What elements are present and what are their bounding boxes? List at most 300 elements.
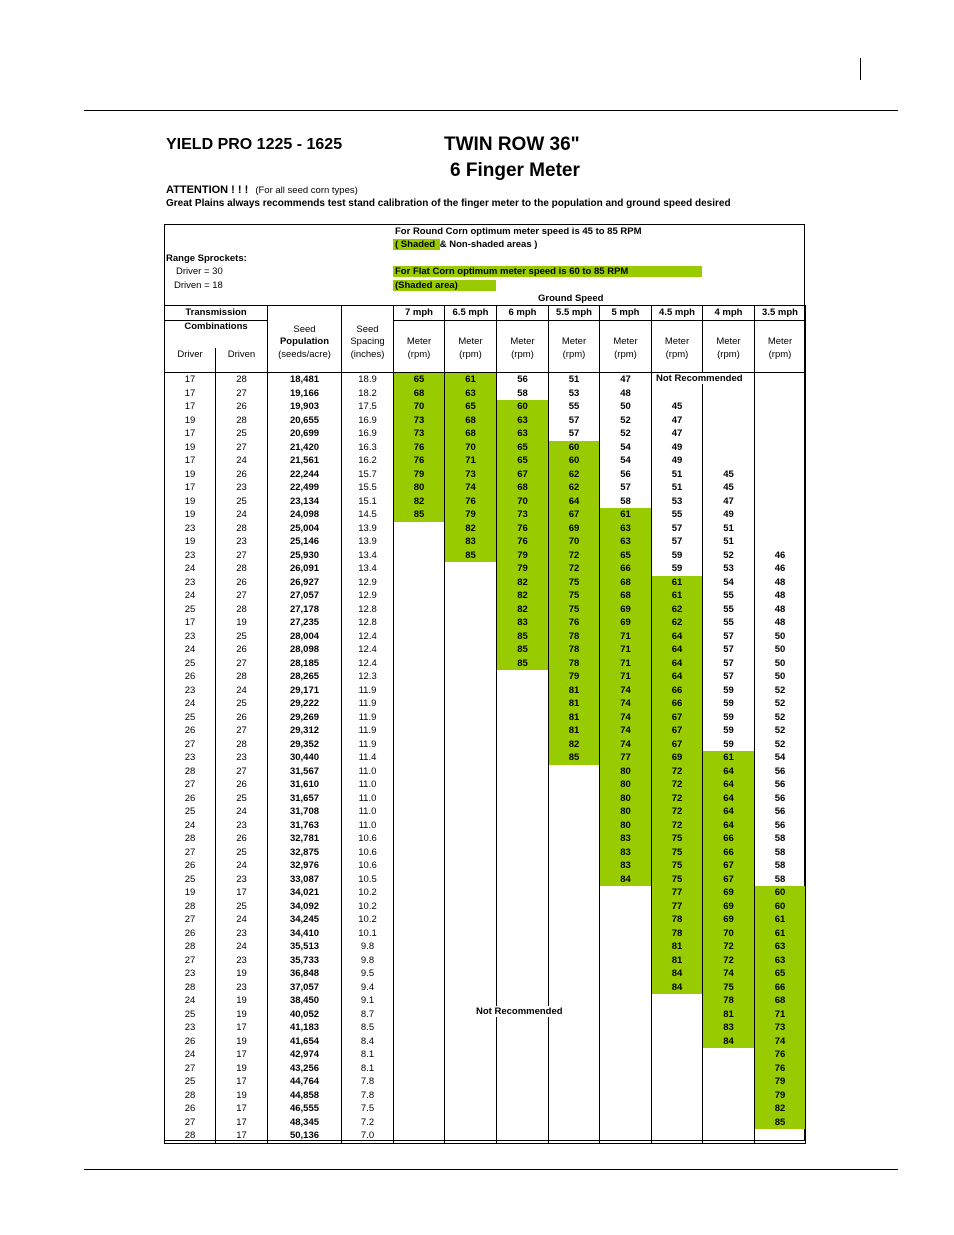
non-shaded-label: & Non-shaded areas ) — [439, 239, 538, 250]
driven-cell: 19 — [216, 1035, 268, 1049]
meter-rpm-cell: 50 — [755, 630, 806, 644]
meter-rpm-cell — [497, 792, 549, 806]
meter-rpm-cell: 57 — [549, 427, 600, 441]
meter-rpm-cell: 58 — [755, 832, 806, 846]
meter-rpm-cell: 62 — [549, 468, 600, 482]
meter-rpm-cell — [600, 981, 652, 995]
meter-rpm-cell: 59 — [703, 697, 755, 711]
meter-rpm-cell: 70 — [497, 495, 549, 509]
spacing-cell: 10.5 — [342, 873, 394, 887]
meter-rpm-cell — [394, 819, 445, 833]
meter-rpm-cell: 70 — [549, 535, 600, 549]
meter-rpm-cell: 54 — [600, 441, 652, 455]
meter-rpm-cell: 65 — [394, 373, 445, 387]
meter-rpm-cell — [445, 1021, 497, 1035]
spacing-cell: 11.9 — [342, 697, 394, 711]
meter-rpm-cell: 81 — [652, 940, 703, 954]
meter-rpm-cell — [445, 954, 497, 968]
meter-rpm-cell: 74 — [600, 697, 652, 711]
meter-rpm-cell: 73 — [394, 427, 445, 441]
meter-rpm-cell: 56 — [755, 805, 806, 819]
meter-rpm-cell: 72 — [703, 954, 755, 968]
header-row-units — [165, 348, 806, 362]
population-cell: 44,764 — [268, 1075, 342, 1089]
driven-cell: 26 — [216, 643, 268, 657]
meter-rpm-cell: 63 — [600, 522, 652, 536]
population-cell: 29,171 — [268, 684, 342, 698]
driven-cell: 23 — [216, 981, 268, 995]
meter-rpm-cell — [394, 981, 445, 995]
meter-rpm-cell: 62 — [652, 616, 703, 630]
spacing-cell: 9.1 — [342, 994, 394, 1008]
meter-rpm-cell — [549, 859, 600, 873]
meter-rpm-cell — [703, 414, 755, 428]
meter-rpm-cell: 56 — [497, 373, 549, 387]
driven-cell: 23 — [216, 819, 268, 833]
population-cell: 35,733 — [268, 954, 342, 968]
meter-rpm-cell: 56 — [755, 778, 806, 792]
meter-rpm-cell: 49 — [652, 454, 703, 468]
meter-rpm-cell: 70 — [394, 400, 445, 414]
spacing-cell: 8.4 — [342, 1035, 394, 1049]
rpm-header: (rpm) — [394, 348, 445, 362]
meter-rpm-cell — [497, 859, 549, 873]
meter-rpm-cell: 64 — [652, 630, 703, 644]
meter-rpm-cell — [497, 940, 549, 954]
meter-rpm-cell — [549, 1021, 600, 1035]
meter-rpm-cell — [703, 1129, 755, 1143]
population-cell: 25,930 — [268, 549, 342, 563]
driver-cell: 19 — [165, 535, 216, 549]
meter-rpm-cell: 55 — [703, 589, 755, 603]
meter-rpm-cell — [549, 1102, 600, 1116]
meter-rpm-cell — [652, 1021, 703, 1035]
meter-rpm-cell — [394, 1048, 445, 1062]
meter-rpm-cell — [394, 697, 445, 711]
transmission-header: Transmission — [165, 306, 268, 321]
meter-rpm-cell: 72 — [549, 549, 600, 563]
speed-header: 4 mph — [703, 306, 755, 321]
spacing-cell: 12.8 — [342, 603, 394, 617]
meter-rpm-cell — [755, 454, 806, 468]
driven-cell: 23 — [216, 481, 268, 495]
spacing-cell: 11.9 — [342, 724, 394, 738]
meter-rpm-cell — [445, 576, 497, 590]
driver-cell: 25 — [165, 657, 216, 671]
spacing-cell: 12.4 — [342, 630, 394, 644]
meter-rpm-cell — [394, 562, 445, 576]
meter-rpm-cell — [394, 576, 445, 590]
meter-rpm-cell: 85 — [445, 549, 497, 563]
spacing-cell: 12.8 — [342, 616, 394, 630]
meter-rpm-cell: 74 — [600, 711, 652, 725]
meter-rpm-cell: 84 — [652, 981, 703, 995]
population-cell: 28,098 — [268, 643, 342, 657]
population-cell: 36,848 — [268, 967, 342, 981]
meter-rpm-cell — [394, 1075, 445, 1089]
driven-cell: 17 — [216, 1021, 268, 1035]
rpm-header: (rpm) — [755, 348, 806, 362]
meter-rpm-cell: 62 — [652, 603, 703, 617]
model-title: YIELD PRO 1225 - 1625 — [166, 136, 343, 153]
driver-cell: 25 — [165, 1008, 216, 1022]
spacing-cell: 15.1 — [342, 495, 394, 509]
meter-rpm-cell: 80 — [394, 481, 445, 495]
driven-cell: 26 — [216, 400, 268, 414]
driver-cell: 23 — [165, 684, 216, 698]
meter-rpm-cell: 81 — [549, 697, 600, 711]
meter-rpm-cell — [394, 1102, 445, 1116]
population-cell: 23,134 — [268, 495, 342, 509]
spacing-cell: 11.4 — [342, 751, 394, 765]
meter-rpm-cell: 85 — [497, 630, 549, 644]
spacing-cell: 14.5 — [342, 508, 394, 522]
meter-rpm-cell — [445, 900, 497, 914]
meter-rpm-cell: 74 — [703, 967, 755, 981]
meter-rpm-cell — [394, 1116, 445, 1130]
meter-rpm-cell — [497, 711, 549, 725]
meter-rpm-cell — [703, 454, 755, 468]
population-cell: 28,265 — [268, 670, 342, 684]
spacing-cell: 13.4 — [342, 549, 394, 563]
driven-cell: 19 — [216, 1062, 268, 1076]
meter-rpm-cell — [755, 387, 806, 401]
meter-rpm-cell: 52 — [703, 549, 755, 563]
population-cell: 35,513 — [268, 940, 342, 954]
meter-rpm-cell: 66 — [703, 832, 755, 846]
population-cell: 24,098 — [268, 508, 342, 522]
population-cell: 26,091 — [268, 562, 342, 576]
meter-rpm-cell — [445, 765, 497, 779]
meter-rpm-cell: 61 — [755, 913, 806, 927]
spacing-cell: 17.5 — [342, 400, 394, 414]
meter-rpm-cell: 59 — [703, 724, 755, 738]
meter-rpm-cell — [497, 738, 549, 752]
meter-rpm-cell: 75 — [549, 576, 600, 590]
spacing-cell: 7.8 — [342, 1075, 394, 1089]
chart-title — [444, 132, 580, 184]
meter-rpm-cell — [600, 1008, 652, 1022]
meter-rpm-cell: 64 — [703, 778, 755, 792]
meter-rpm-cell: 59 — [652, 562, 703, 576]
population-cell: 43,256 — [268, 1062, 342, 1076]
table-row — [165, 805, 806, 819]
attention-label: ATTENTION ! ! ! — [166, 184, 249, 196]
meter-rpm-cell: 85 — [394, 508, 445, 522]
meter-rpm-cell: 76 — [755, 1062, 806, 1076]
flat-corn-note: For Flat Corn optimum meter speed is 60 to 85 RPM — [393, 266, 702, 277]
meter-rpm-cell: 74 — [755, 1035, 806, 1049]
meter-rpm-cell — [549, 873, 600, 887]
table-row — [165, 589, 806, 603]
table-row — [165, 859, 806, 873]
meter-rpm-cell — [445, 846, 497, 860]
meter-rpm-cell: 83 — [600, 859, 652, 873]
spacing-cell: 10.2 — [342, 900, 394, 914]
meter-rpm-cell — [600, 967, 652, 981]
meter-rpm-cell: 67 — [652, 724, 703, 738]
driven-cell: 24 — [216, 805, 268, 819]
meter-rpm-cell — [600, 900, 652, 914]
meter-rpm-cell — [549, 886, 600, 900]
meter-rpm-cell — [445, 1116, 497, 1130]
meter-rpm-cell: 50 — [755, 643, 806, 657]
meter-rpm-cell: 64 — [703, 792, 755, 806]
driven-cell: 17 — [216, 1075, 268, 1089]
meter-rpm-cell: 74 — [445, 481, 497, 495]
meter-rpm-cell: 48 — [755, 616, 806, 630]
meter-rpm-cell — [549, 846, 600, 860]
not-recommended-bottom: Not Recommended — [476, 1006, 563, 1017]
meter-rpm-cell — [445, 927, 497, 941]
driven-cell: 28 — [216, 522, 268, 536]
meter-rpm-cell: 60 — [549, 454, 600, 468]
meter-rpm-cell — [394, 549, 445, 563]
population-cell: 31,610 — [268, 778, 342, 792]
meter-rpm-cell: 77 — [600, 751, 652, 765]
meter-rpm-cell: 64 — [549, 495, 600, 509]
spacing-cell: 9.8 — [342, 954, 394, 968]
spacing-cell: 12.9 — [342, 589, 394, 603]
driver-cell: 28 — [165, 940, 216, 954]
table-row — [165, 819, 806, 833]
meter-rpm-cell — [394, 954, 445, 968]
meter-rpm-cell: 83 — [600, 832, 652, 846]
meter-rpm-cell: 75 — [652, 832, 703, 846]
meter-rpm-cell — [600, 994, 652, 1008]
meter-rpm-cell — [652, 1062, 703, 1076]
meter-rpm-cell — [497, 805, 549, 819]
meter-rpm-cell — [497, 927, 549, 941]
driver-cell: 24 — [165, 562, 216, 576]
meter-rpm-cell: 49 — [652, 441, 703, 455]
meter-rpm-cell: 57 — [703, 670, 755, 684]
meter-rpm-cell: 60 — [755, 900, 806, 914]
meter-rpm-cell: 82 — [755, 1102, 806, 1116]
meter-rpm-cell — [445, 670, 497, 684]
meter-rpm-cell: 61 — [703, 751, 755, 765]
driven-cell: 26 — [216, 778, 268, 792]
driver-cell: 17 — [165, 400, 216, 414]
meter-rpm-cell: 64 — [703, 805, 755, 819]
meter-header: Meter — [703, 321, 755, 348]
meter-rpm-cell: 64 — [652, 670, 703, 684]
driver-cell: 24 — [165, 697, 216, 711]
driver-cell: 19 — [165, 495, 216, 509]
driven-cell: 23 — [216, 927, 268, 941]
table-row — [165, 873, 806, 887]
table-row — [165, 441, 806, 455]
meter-rpm-cell: 47 — [600, 373, 652, 387]
driven-cell: 17 — [216, 1048, 268, 1062]
meter-rpm-cell — [497, 819, 549, 833]
meter-rpm-cell: 64 — [703, 819, 755, 833]
spacing-cell: 10.1 — [342, 927, 394, 941]
meter-rpm-cell — [394, 805, 445, 819]
population-cell: 21,561 — [268, 454, 342, 468]
meter-rpm-cell — [497, 1035, 549, 1049]
table-row — [165, 954, 806, 968]
table-row — [165, 468, 806, 482]
spacing-cell: 13.9 — [342, 522, 394, 536]
driven-cell: 23 — [216, 954, 268, 968]
population-cell: 34,092 — [268, 900, 342, 914]
meter-rpm-cell — [394, 643, 445, 657]
population-cell: 41,183 — [268, 1021, 342, 1035]
meter-rpm-cell — [755, 414, 806, 428]
meter-rpm-cell: 64 — [703, 765, 755, 779]
meter-rpm-cell: 83 — [703, 1021, 755, 1035]
seed-spacing-label-2: Spacing — [350, 335, 385, 347]
spacing-cell: 9.5 — [342, 967, 394, 981]
meter-rpm-cell: 52 — [600, 427, 652, 441]
meter-rpm-cell: 69 — [703, 886, 755, 900]
population-cell: 29,222 — [268, 697, 342, 711]
meter-header: Meter — [497, 321, 549, 348]
driver-cell: 24 — [165, 589, 216, 603]
meter-rpm-cell — [394, 967, 445, 981]
population-cell: 27,057 — [268, 589, 342, 603]
speed-header: 5.5 mph — [549, 306, 600, 321]
speed-header: 5 mph — [600, 306, 652, 321]
meter-rpm-cell: 68 — [394, 387, 445, 401]
meter-rpm-cell: 79 — [497, 562, 549, 576]
driver-cell: 17 — [165, 387, 216, 401]
meter-rpm-cell: 73 — [497, 508, 549, 522]
meter-rpm-cell — [755, 373, 806, 387]
meter-rpm-cell — [549, 927, 600, 941]
round-corn-note: For Round Corn optimum meter speed is 45 to 85 RPM — [395, 226, 642, 237]
meter-rpm-cell — [497, 724, 549, 738]
table-row — [165, 684, 806, 698]
speed-header: 7 mph — [394, 306, 445, 321]
meter-rpm-cell: 47 — [703, 495, 755, 509]
spacing-cell: 18.2 — [342, 387, 394, 401]
table-row — [165, 387, 806, 401]
driven-cell: 19 — [216, 1008, 268, 1022]
meter-rpm-cell — [445, 1062, 497, 1076]
meter-rpm-cell: 75 — [549, 589, 600, 603]
meter-rpm-cell: 45 — [703, 481, 755, 495]
shade-legend — [393, 239, 537, 250]
driven-cell: 27 — [216, 765, 268, 779]
meter-rpm-cell — [394, 630, 445, 644]
meter-rpm-cell — [600, 954, 652, 968]
meter-rpm-cell — [394, 670, 445, 684]
meter-rpm-cell — [394, 778, 445, 792]
meter-rpm-cell — [394, 1089, 445, 1103]
meter-rpm-cell: 47 — [652, 414, 703, 428]
population-cell: 34,410 — [268, 927, 342, 941]
spacing-cell: 11.9 — [342, 684, 394, 698]
meter-rpm-cell: 76 — [394, 441, 445, 455]
meter-rpm-cell — [755, 1129, 806, 1143]
meter-rpm-cell: 56 — [755, 792, 806, 806]
table-row — [165, 900, 806, 914]
population-cell: 19,903 — [268, 400, 342, 414]
table-row — [165, 1021, 806, 1035]
meter-rpm-cell — [652, 1089, 703, 1103]
table-row — [165, 751, 806, 765]
meter-rpm-cell: 73 — [394, 414, 445, 428]
population-cell: 31,708 — [268, 805, 342, 819]
meter-rpm-cell — [703, 1116, 755, 1130]
table-row — [165, 454, 806, 468]
meter-rpm-cell: 68 — [445, 414, 497, 428]
spacing-cell: 11.9 — [342, 711, 394, 725]
spacing-cell: 12.3 — [342, 670, 394, 684]
driver-cell: 25 — [165, 603, 216, 617]
driver-cell: 24 — [165, 819, 216, 833]
meter-rpm-cell: 66 — [703, 846, 755, 860]
spacing-cell: 10.2 — [342, 886, 394, 900]
meter-rpm-cell — [394, 589, 445, 603]
meter-rpm-cell: 81 — [549, 724, 600, 738]
driver-cell: 26 — [165, 927, 216, 941]
driven-cell: 26 — [216, 711, 268, 725]
driven-cell: 28 — [216, 738, 268, 752]
meter-rpm-cell — [497, 1075, 549, 1089]
spacing-cell: 15.7 — [342, 468, 394, 482]
population-cell: 25,004 — [268, 522, 342, 536]
driven-cell: 23 — [216, 873, 268, 887]
seed-spacing-label-1: Seed — [356, 323, 379, 335]
meter-rpm-cell: 55 — [652, 508, 703, 522]
spacing-cell: 12.4 — [342, 643, 394, 657]
meter-header: Meter — [755, 321, 806, 348]
meter-rpm-cell — [497, 873, 549, 887]
driven-cell: 26 — [216, 832, 268, 846]
ground-speed-label: Ground Speed — [538, 293, 604, 304]
page-corner-mark — [860, 58, 861, 80]
driven-cell: 28 — [216, 670, 268, 684]
table-row — [165, 630, 806, 644]
table-row — [165, 535, 806, 549]
spacing-cell: 8.7 — [342, 1008, 394, 1022]
driver-cell: 28 — [165, 900, 216, 914]
meter-rpm-cell: 64 — [652, 657, 703, 671]
meter-rpm-cell — [497, 846, 549, 860]
table-row — [165, 1089, 806, 1103]
table-row — [165, 886, 806, 900]
population-cell: 32,976 — [268, 859, 342, 873]
seed-pop-units: (seeds/acre) — [268, 348, 342, 362]
spacing-cell: 9.8 — [342, 940, 394, 954]
meter-rpm-cell — [445, 778, 497, 792]
meter-rpm-cell: 50 — [600, 400, 652, 414]
meter-rpm-cell — [755, 495, 806, 509]
meter-rpm-cell: 83 — [445, 535, 497, 549]
driver-cell: 25 — [165, 1075, 216, 1089]
driver-cell: 27 — [165, 954, 216, 968]
meter-rpm-cell — [394, 1035, 445, 1049]
meter-rpm-cell: 48 — [755, 576, 806, 590]
meter-rpm-cell: 68 — [600, 589, 652, 603]
meter-rpm-cell: 57 — [652, 522, 703, 536]
population-cell: 37,057 — [268, 981, 342, 995]
driven-cell: 25 — [216, 792, 268, 806]
spacing-cell: 8.1 — [342, 1048, 394, 1062]
meter-rpm-cell: 84 — [703, 1035, 755, 1049]
driver-cell: 24 — [165, 643, 216, 657]
meter-rpm-cell: 52 — [755, 724, 806, 738]
spacing-cell: 11.0 — [342, 778, 394, 792]
meter-rpm-cell: 79 — [497, 549, 549, 563]
header-rule — [84, 110, 898, 111]
driven-cell: 24 — [216, 684, 268, 698]
population-cell: 38,450 — [268, 994, 342, 1008]
population-cell: 22,499 — [268, 481, 342, 495]
